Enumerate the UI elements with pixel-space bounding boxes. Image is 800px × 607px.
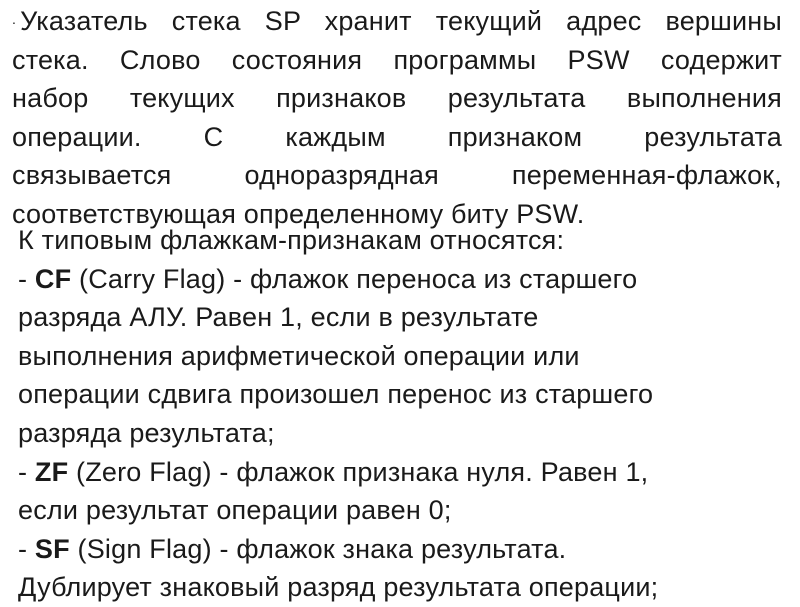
flag-description: (Carry Flag) - флажок переноса из старшего bbox=[71, 263, 638, 294]
flag-code: ZF bbox=[34, 456, 69, 487]
flags-intro: К типовым флажкам-признакам относятся: bbox=[18, 225, 565, 255]
list-dash: - bbox=[18, 456, 35, 487]
flag-description: (Zero Flag) - флажок признака нуля. Равен 1, bbox=[68, 456, 649, 487]
list-dash: - bbox=[18, 533, 35, 564]
flag-item-zf bbox=[18, 453, 788, 492]
text-line: связывается одноразрядная переменная-флажок, bbox=[12, 160, 782, 191]
text-line: стека. Слово состояния программы PSW содержит bbox=[12, 44, 782, 75]
text-line: соответствующая определенному биту PSW. bbox=[12, 198, 585, 229]
flag-description-line: если результат операции равен 0; bbox=[18, 495, 452, 526]
list-dash: - bbox=[18, 263, 35, 294]
text-line: набор текущих признаков результата выполнения bbox=[12, 83, 782, 114]
flag-description-line: Дублирует знаковый разряд результата операции; bbox=[18, 572, 659, 603]
flag-description-line: разряда АЛУ. Равен 1, если в результате bbox=[18, 302, 539, 333]
paragraph-flags-list bbox=[18, 221, 788, 607]
flag-description-line: операции сдвига произошел перенос из старшего bbox=[18, 379, 654, 410]
flag-item-cf bbox=[18, 260, 788, 299]
paragraph-psw-description bbox=[12, 0, 782, 234]
flag-description-line: выполнения арифметической операции или bbox=[18, 340, 580, 371]
flag-description-line: разряда результата; bbox=[18, 417, 275, 448]
flag-item-sf bbox=[18, 530, 788, 569]
flag-code: CF bbox=[34, 263, 72, 294]
text-line bbox=[12, 0, 782, 41]
bullet-marker: . bbox=[12, 11, 17, 27]
text-line-content: Указатель стека SP хранит текущий адрес вершины bbox=[20, 6, 782, 36]
text-line: операции. С каждым признаком результата bbox=[12, 121, 782, 152]
flag-code: SF bbox=[34, 533, 70, 564]
flag-description: (Sign Flag) - флажок знака результата. bbox=[69, 533, 567, 564]
